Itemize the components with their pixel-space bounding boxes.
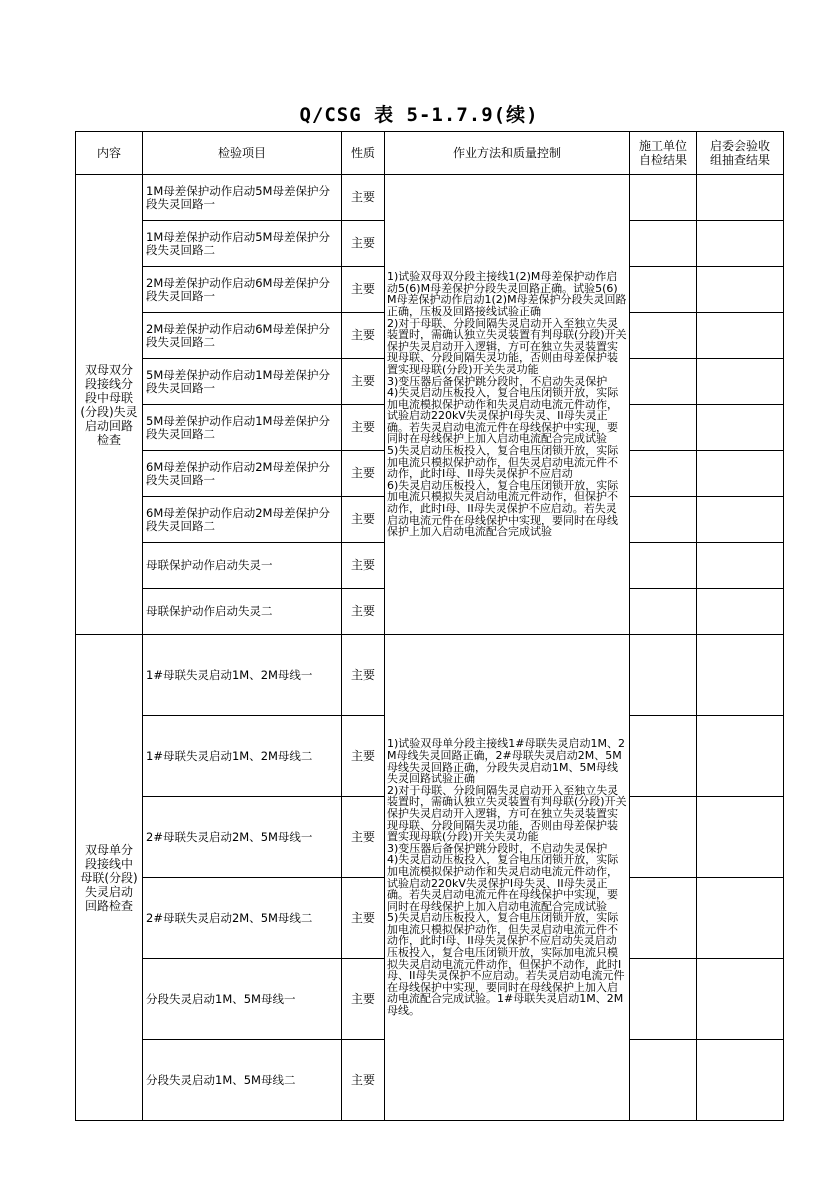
self-check-result-cell[interactable] [630,405,697,451]
header-self-check: 施工单位 自检结果 [630,132,697,175]
table-row [76,175,784,221]
item-cell: 2#母联失灵启动2M、5M母线一 [143,797,342,878]
committee-check-result-cell[interactable] [697,267,784,313]
self-check-result-cell[interactable] [630,497,697,543]
committee-check-result-cell[interactable] [697,878,784,959]
method-cell: 1)试验双母双分段主接线1(2)M母差保护动作启动5(6)M母差保护分段失灵回路正确。试验5(6)M母差保护动作启动1(2)M母差保护分段失灵回路正确，压板及回路接线试验正确 2)对于母联、分段间隔失灵启动开入至独立失灵装置时，需确认独立失灵装置有判母联(分段)开关保护失灵启动开入逻辑，方可在独立失灵装置实现母联、分段间隔失灵功能，否则由母差保护装置实现母联(分段)开关失灵功能 3)变压器后备保护跳分段时，不启动失灵保护 4)失灵启动压板投入，复合电压闭锁开放，实际加电流模拟保护动作和失灵启动电流元件动作，试验启动220kV失灵保护I母失灵、II母失灵正确。若失灵启动电流元件在母线保护中实现，要同时在母线保护上加入启动电流配合完成试验 5)失灵启动压板投入，复合电压闭锁开放，实际加电流只模拟保护动作，但失灵启动电流元件不动作，此时I母、II母失灵保护不应启动 6)失灵启动压板投入，复合电压闭锁开放，实际加电流只模拟失灵启动电流元件动作，但保护不动作，此时I母、II母失灵保护不应启动。若失灵启动电流元件在母线保护中实现，要同时在母线保护上加入启动电流配合完成试验 [385,175,630,635]
header-row [76,132,784,175]
self-check-result-cell[interactable] [630,635,697,716]
item-cell: 2#母联失灵启动2M、5M母线二 [143,878,342,959]
item-cell: 1M母差保护动作启动5M母差保护分段失灵回路二 [143,221,342,267]
nature-cell: 主要 [342,878,385,959]
committee-check-result-cell[interactable] [697,797,784,878]
item-cell: 1M母差保护动作启动5M母差保护分段失灵回路一 [143,175,342,221]
item-cell: 1#母联失灵启动1M、2M母线一 [143,635,342,716]
self-check-result-cell[interactable] [630,543,697,589]
inspection-table [75,131,784,1121]
committee-check-result-cell[interactable] [697,497,784,543]
self-check-result-cell[interactable] [630,1040,697,1121]
item-cell: 母联保护动作启动失灵一 [143,543,342,589]
section-content-cell: 双母双分段接线分段中母联(分段)失灵启动回路检查 [76,175,143,635]
method-cell: 1)试验双母单分段主接线1#母联失灵启动1M、2M母线失灵回路正确，2#母联失灵启动2M、5M母线失灵回路正确，分段失灵启动1M、5M母线失灵回路试验正确 2)对于母联、分段间隔失灵启动开入至独立失灵装置时，需确认独立失灵装置有判母联(分段)开关保护失灵启动开入逻辑，方可在独立失灵装置实现母联、分段间隔失灵功能，否则由母差保护装置实现母联(分段)开关失灵功能 3)变压器后备保护跳分段时，不启动失灵保护 4)失灵启动压板投入，复合电压闭锁开放，实际加电流模拟保护动作和失灵启动电流元件动作，试验启动220kV失灵保护I母失灵、II母失灵正确。若失灵启动电流元件在母线保护中实现，要同时在母线保护上加入启动电流配合完成试验 5)失灵启动压板投入，复合电压闭锁开放，实际加电流只模拟保护动作，但失灵启动电流元件不动作，此时I母、II母失灵保护不应启动失灵启动压板投入，复合电压闭锁开放，实际加电流只模拟失灵启动电流元件动作，但保护不动作，此时I母、II母失灵保护不应启动。若失灵启动电流元件在母线保护中实现，要同时在母线保护上加入启动电流配合完成试验。1#母联失灵启动1M、2M母线。 [385,635,630,1121]
self-check-result-cell[interactable] [630,878,697,959]
committee-check-result-cell[interactable] [697,313,784,359]
committee-check-result-cell[interactable] [697,589,784,635]
committee-check-result-cell[interactable] [697,359,784,405]
committee-check-result-cell[interactable] [697,221,784,267]
page-title: Q/CSG 表 5-1.7.9(续) [299,104,539,126]
header-content: 内容 [76,132,143,175]
item-cell: 6M母差保护动作启动2M母差保护分段失灵回路二 [143,497,342,543]
self-check-result-cell[interactable] [630,797,697,878]
nature-cell: 主要 [342,497,385,543]
nature-cell: 主要 [342,221,385,267]
self-check-result-cell[interactable] [630,589,697,635]
header-committee-check: 启委会验收 组抽查结果 [697,132,784,175]
header-nature: 性质 [342,132,385,175]
nature-cell: 主要 [342,1040,385,1121]
section-content-cell: 双母单分段接线中母联(分段)失灵启动回路检查 [76,635,143,1121]
nature-cell: 主要 [342,267,385,313]
item-cell: 2M母差保护动作启动6M母差保护分段失灵回路一 [143,267,342,313]
table-row [76,635,784,716]
item-cell: 6M母差保护动作启动2M母差保护分段失灵回路一 [143,451,342,497]
item-cell: 5M母差保护动作启动1M母差保护分段失灵回路二 [143,405,342,451]
self-check-result-cell[interactable] [630,959,697,1040]
committee-check-result-cell[interactable] [697,1040,784,1121]
self-check-result-cell[interactable] [630,313,697,359]
self-check-result-cell[interactable] [630,716,697,797]
committee-check-result-cell[interactable] [697,543,784,589]
nature-cell: 主要 [342,359,385,405]
nature-cell: 主要 [342,589,385,635]
self-check-result-cell[interactable] [630,359,697,405]
item-cell: 5M母差保护动作启动1M母差保护分段失灵回路一 [143,359,342,405]
nature-cell: 主要 [342,959,385,1040]
item-cell: 母联保护动作启动失灵二 [143,589,342,635]
self-check-result-cell[interactable] [630,451,697,497]
nature-cell: 主要 [342,451,385,497]
nature-cell: 主要 [342,716,385,797]
nature-cell: 主要 [342,635,385,716]
item-cell: 2M母差保护动作启动6M母差保护分段失灵回路二 [143,313,342,359]
committee-check-result-cell[interactable] [697,405,784,451]
item-cell: 分段失灵启动1M、5M母线二 [143,1040,342,1121]
header-method: 作业方法和质量控制 [385,132,630,175]
nature-cell: 主要 [342,175,385,221]
item-cell: 分段失灵启动1M、5M母线一 [143,959,342,1040]
committee-check-result-cell[interactable] [697,635,784,716]
committee-check-result-cell[interactable] [697,716,784,797]
self-check-result-cell[interactable] [630,221,697,267]
item-cell: 1#母联失灵启动1M、2M母线二 [143,716,342,797]
header-item: 检验项目 [143,132,342,175]
nature-cell: 主要 [342,313,385,359]
nature-cell: 主要 [342,543,385,589]
self-check-result-cell[interactable] [630,267,697,313]
nature-cell: 主要 [342,797,385,878]
committee-check-result-cell[interactable] [697,959,784,1040]
nature-cell: 主要 [342,405,385,451]
committee-check-result-cell[interactable] [697,451,784,497]
committee-check-result-cell[interactable] [697,175,784,221]
self-check-result-cell[interactable] [630,175,697,221]
